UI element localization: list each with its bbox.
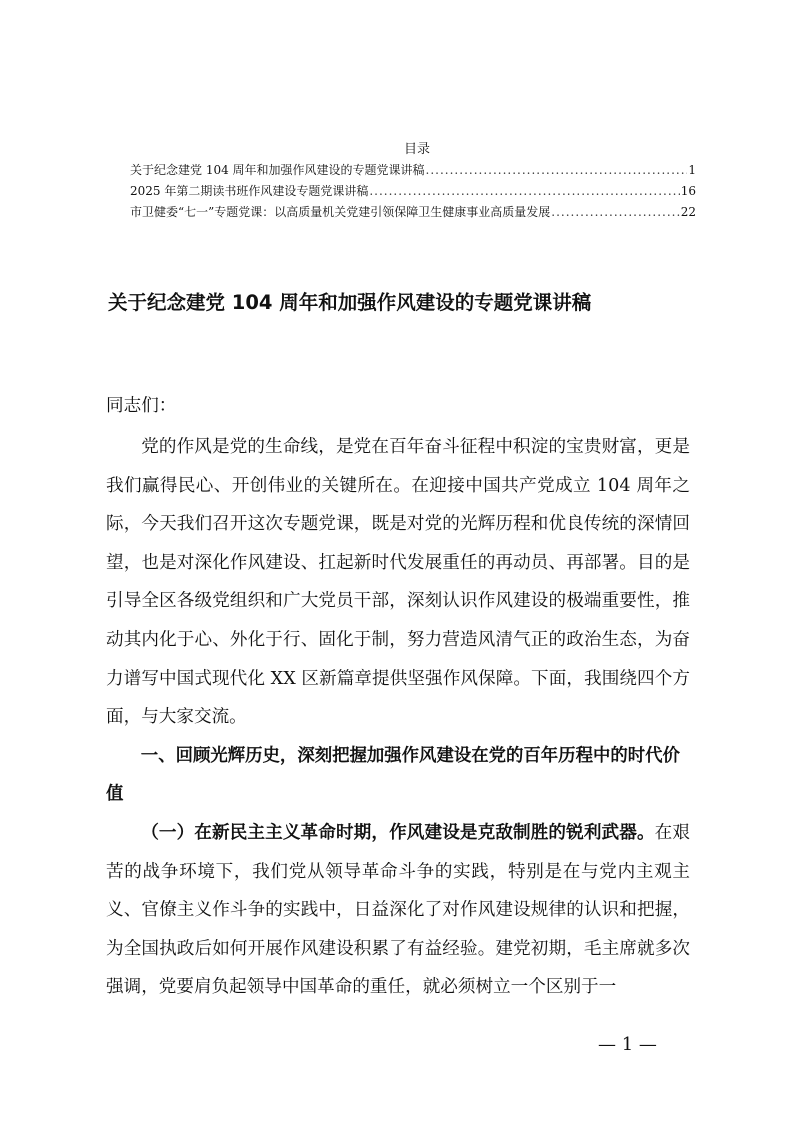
toc-leader-dots [551,202,679,223]
subsection-body: 在艰苦的战争环境下，我们党从领导革命斗争的实践，特别是在与党内主观主义、官僚主义作斗争的实践中，日益深化了对作风建设规律的认识和把握，为全国执政后如何开展作风建设积累了有益经验。建党初期，毛主席就多次强调，党要肩负起领导中国革命的重任，就必须树立一个区别于一 [106,822,690,998]
toc-item-text: 市卫健委“七一”专题党课：以高质量机关党建引领保障卫生健康事业高质量发展 [130,205,551,219]
toc-item[interactable] [130,181,696,202]
toc-leader-dots [426,160,688,181]
toc-leader-dots [369,181,679,202]
section-heading: 一、回顾光辉历史，深刻把握加强作风建设在党的百年历程中的时代价值 [106,745,680,805]
toc-item-text: 关于纪念建党 104 周年和加强作风建设的专题党课讲稿 [130,163,425,177]
document-body [106,390,690,1007]
toc-item-page: 16 [680,184,696,198]
page-number: — 1 — [598,1034,657,1055]
toc-title: 目录 [403,142,430,157]
toc-item[interactable] [130,160,696,181]
table-of-contents [130,140,696,223]
toc-item-page: 1 [688,163,696,177]
subsection-paragraph [106,814,690,1007]
subsection-heading: （一）在新民主主义革命时期，作风建设是克敌制胜的锐利武器。 [141,821,655,843]
intro-paragraph: 党的作风是党的生命线，是党在百年奋斗征程中积淀的宝贵财富，更是我们赢得民心、开创伟业的关键所在。在迎接中国共产党成立 104 周年之际，今天我们召开这次专题党课，既是对党的光辉历程和优良传统的深情回望，也是对深化作风建设、扛起新时代发展重任的再动员、再部署。目的是引导全区各级党组织和广大党员干部，深刻认识作风建设的极端重要性，推动其内化于心、外化于行、固化于制，努力营造风清气正的政治生态，为奋力谱写中国式现代化 XX 区新篇章提供坚强作风保障。下面，我围绕四个方面，与大家交流。 [106,437,690,728]
document-title: 关于纪念建党 104 周年和加强作风建设的专题党课讲稿 [108,291,592,314]
toc-item-text: 2025 年第二期读书班作风建设专题党课讲稿 [130,184,369,198]
toc-item-page: 22 [680,205,696,219]
salutation: 同志们： [106,396,177,416]
toc-item[interactable] [130,202,696,223]
